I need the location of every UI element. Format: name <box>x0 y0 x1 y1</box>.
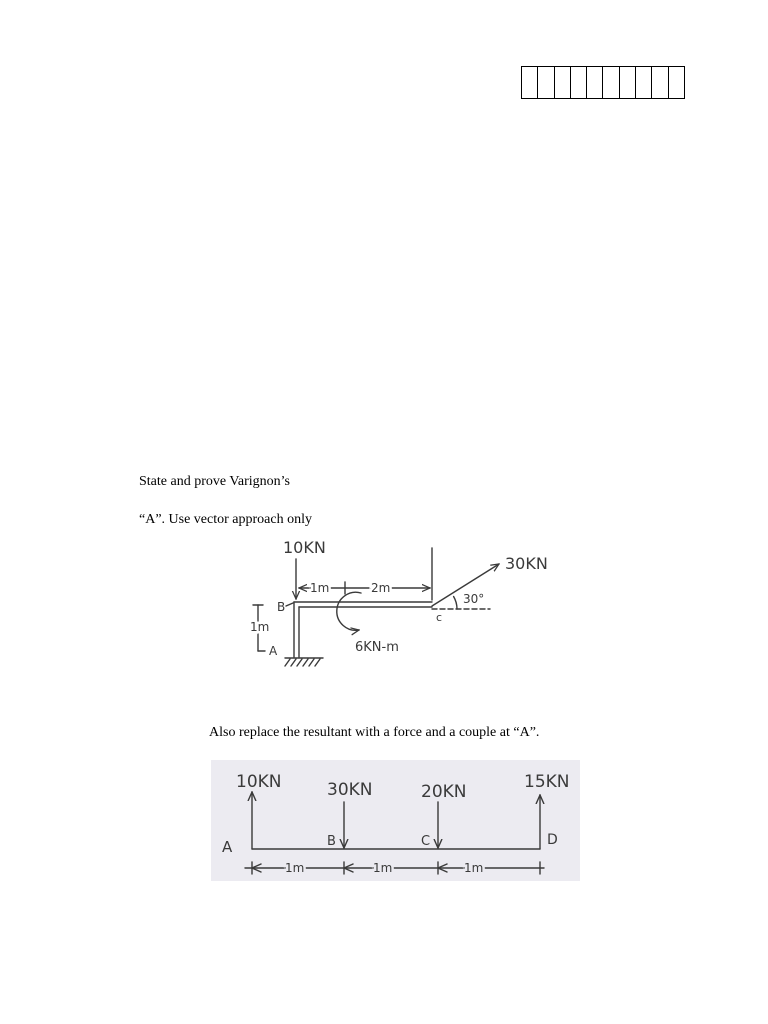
force-label-d: 15KN <box>524 772 570 792</box>
register-number-box <box>652 67 668 98</box>
angle-arc <box>454 597 457 610</box>
register-number-box <box>669 67 684 98</box>
height-label: 1m <box>250 620 270 634</box>
question-line-3: Also replace the resultant with a force and a couple at “A”. <box>209 725 540 740</box>
span-label-cd: 1m <box>464 861 484 875</box>
top-span-label-1: 1m <box>310 581 330 595</box>
point-label-b: B <box>277 600 286 614</box>
register-number-box <box>538 67 554 98</box>
force-label-c: 20KN <box>421 782 467 802</box>
span-label-ab: 1m <box>285 861 305 875</box>
couple-arrow <box>337 592 361 630</box>
couple-label: 6KN-m <box>355 640 399 655</box>
register-number-box <box>571 67 587 98</box>
point-label-a: A <box>269 644 278 658</box>
question-line-2: “A”. Use vector approach only <box>139 512 312 527</box>
force-label-a: 10KN <box>236 772 282 792</box>
register-number-box <box>603 67 619 98</box>
register-number-box <box>522 67 538 98</box>
figure-2-beam-diagram <box>211 760 580 881</box>
register-number-box <box>620 67 636 98</box>
point-label-c: C <box>421 834 431 849</box>
point-label-a: A <box>222 838 233 856</box>
register-number-box <box>636 67 652 98</box>
point-b-pointer <box>286 603 293 606</box>
point-label-d: D <box>547 832 558 848</box>
question-line-1: State and prove Varignon’s <box>139 474 290 489</box>
ground-hatching <box>285 659 320 666</box>
figure-1-frame-diagram <box>233 533 563 675</box>
point-label-b: B <box>327 834 336 849</box>
register-number-box <box>587 67 603 98</box>
point-label-c: c <box>436 611 443 624</box>
force-label-b: 10KN <box>283 538 326 557</box>
force-label-c: 30KN <box>505 554 548 573</box>
force-label-b: 30KN <box>327 780 373 800</box>
register-number-box <box>555 67 571 98</box>
top-span-label-2: 2m <box>371 581 391 595</box>
register-number-boxes <box>521 66 685 99</box>
angle-label: 30° <box>463 592 485 606</box>
span-label-bc: 1m <box>373 861 393 875</box>
